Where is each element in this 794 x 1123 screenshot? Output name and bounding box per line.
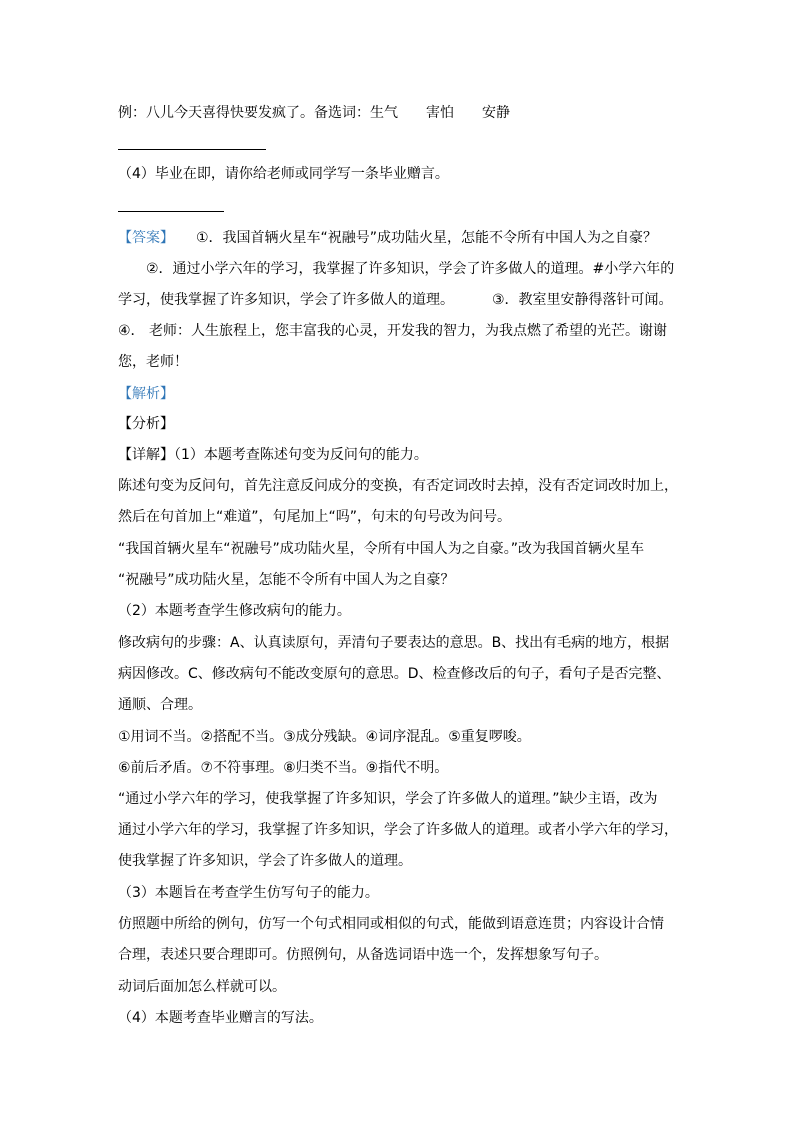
- answer-tag: 【答案】: [118, 230, 174, 246]
- answer-4-line-2: 您，老师！: [118, 354, 188, 370]
- answer-3: ③．教室里安静得落针可闻。: [492, 292, 673, 308]
- detail-tag: 【详解】: [118, 447, 174, 463]
- detail-line: 合理，表述只要合理即可。仿照例句，从备选词语中选一个，发挥想象写句子。: [118, 947, 608, 963]
- detail-line: （3）本题旨在考查学生仿写句子的能力。: [118, 885, 379, 901]
- analysis-tag: 【解析】: [118, 386, 174, 402]
- detail-line: 病因修改。C、修改病句不能改变原句的意思。D、检查修改后的句子，看句子是否完整、: [118, 666, 671, 682]
- answer-2-line-2: [118, 290, 673, 310]
- detail-line-1: 【详解】（1）本题考查陈述句变为反问句的能力。: [118, 447, 428, 463]
- detail-line: ⑥前后矛盾。⑦不符事理。⑧归类不当。⑨指代不明。: [118, 760, 449, 776]
- answer-line-1: [118, 228, 657, 248]
- example-option-fear: 害怕: [426, 105, 454, 121]
- fenxi-tag: 【分析】: [118, 416, 174, 432]
- detail-line: 使我掌握了许多知识，学会了许多做人的道理。: [118, 853, 412, 869]
- detail-line: 仿照题中所给的例句，仿写一个句式相同或相似的句式，能做到语意连贯；内容设计合情: [118, 916, 664, 932]
- example-option-quiet: 安静: [482, 105, 510, 121]
- answer-blank-line: [118, 211, 224, 212]
- detail-line: 通过小学六年的学习，我掌握了许多知识，学会了许多做人的道理。或者小学六年的学习，: [118, 822, 678, 838]
- detail-line: “我国首辆火星车“祝融号”成功陆火星，令所有中国人为之自豪。”改为我国首辆火星车: [118, 541, 645, 557]
- detail-line: 动词后面加怎么样就可以。: [118, 979, 286, 995]
- detail-line: （4）本题考查毕业赠言的写法。: [118, 1010, 323, 1026]
- answer-1: ①．我国首辆火星车“祝融号”成功陆火星，怎能不令所有中国人为之自豪？: [196, 230, 658, 246]
- answer-2-cont: 学习，使我掌握了许多知识，学会了许多做人的道理。: [118, 292, 454, 308]
- answer-2-line-1: ②．通过小学六年的学习，我掌握了许多知识，学会了许多做人的道理。#小学六年的: [146, 261, 675, 277]
- detail-line: 修改病句的步骤：A、认真读原句，弄清句子要表达的意思。B、找出有毛病的地方，根据: [118, 635, 670, 651]
- answer-4-line-1: ④． 老师：人生旅程上，您丰富我的心灵，开发我的智力，为我点燃了希望的光芒。谢谢: [118, 323, 667, 339]
- detail-line: 然后在句首加上“难道”，句尾加上“吗”，句末的句号改为问号。: [118, 509, 512, 525]
- detail-line: “祝融号”成功陆火星，怎能不令所有中国人为之自豪？: [118, 572, 455, 588]
- detail-line: 通顺、合理。: [118, 697, 202, 713]
- detail-line: “通过小学六年的学习，使我掌握了许多知识，学会了许多做人的道理。”缺少主语，改为: [118, 791, 658, 807]
- question-4: （4）毕业在即，请你给老师或同学写一条毕业赠言。: [118, 166, 449, 182]
- example-prefix: 例：八儿今天喜得快要发疯了。备选词：生气: [118, 105, 398, 121]
- detail-line: ①用词不当。②搭配不当。③成分残缺。④词序混乱。⑤重复啰唆。: [118, 729, 531, 745]
- answer-blank-line: [118, 149, 266, 150]
- detail-line: （2）本题考查学生修改病句的能力。: [118, 603, 351, 619]
- example-line: [118, 103, 510, 123]
- detail-line: 陈述句变为反问句，首先注意反问成分的变换，有否定词改时去掉，没有否定词改时加上，: [118, 478, 678, 494]
